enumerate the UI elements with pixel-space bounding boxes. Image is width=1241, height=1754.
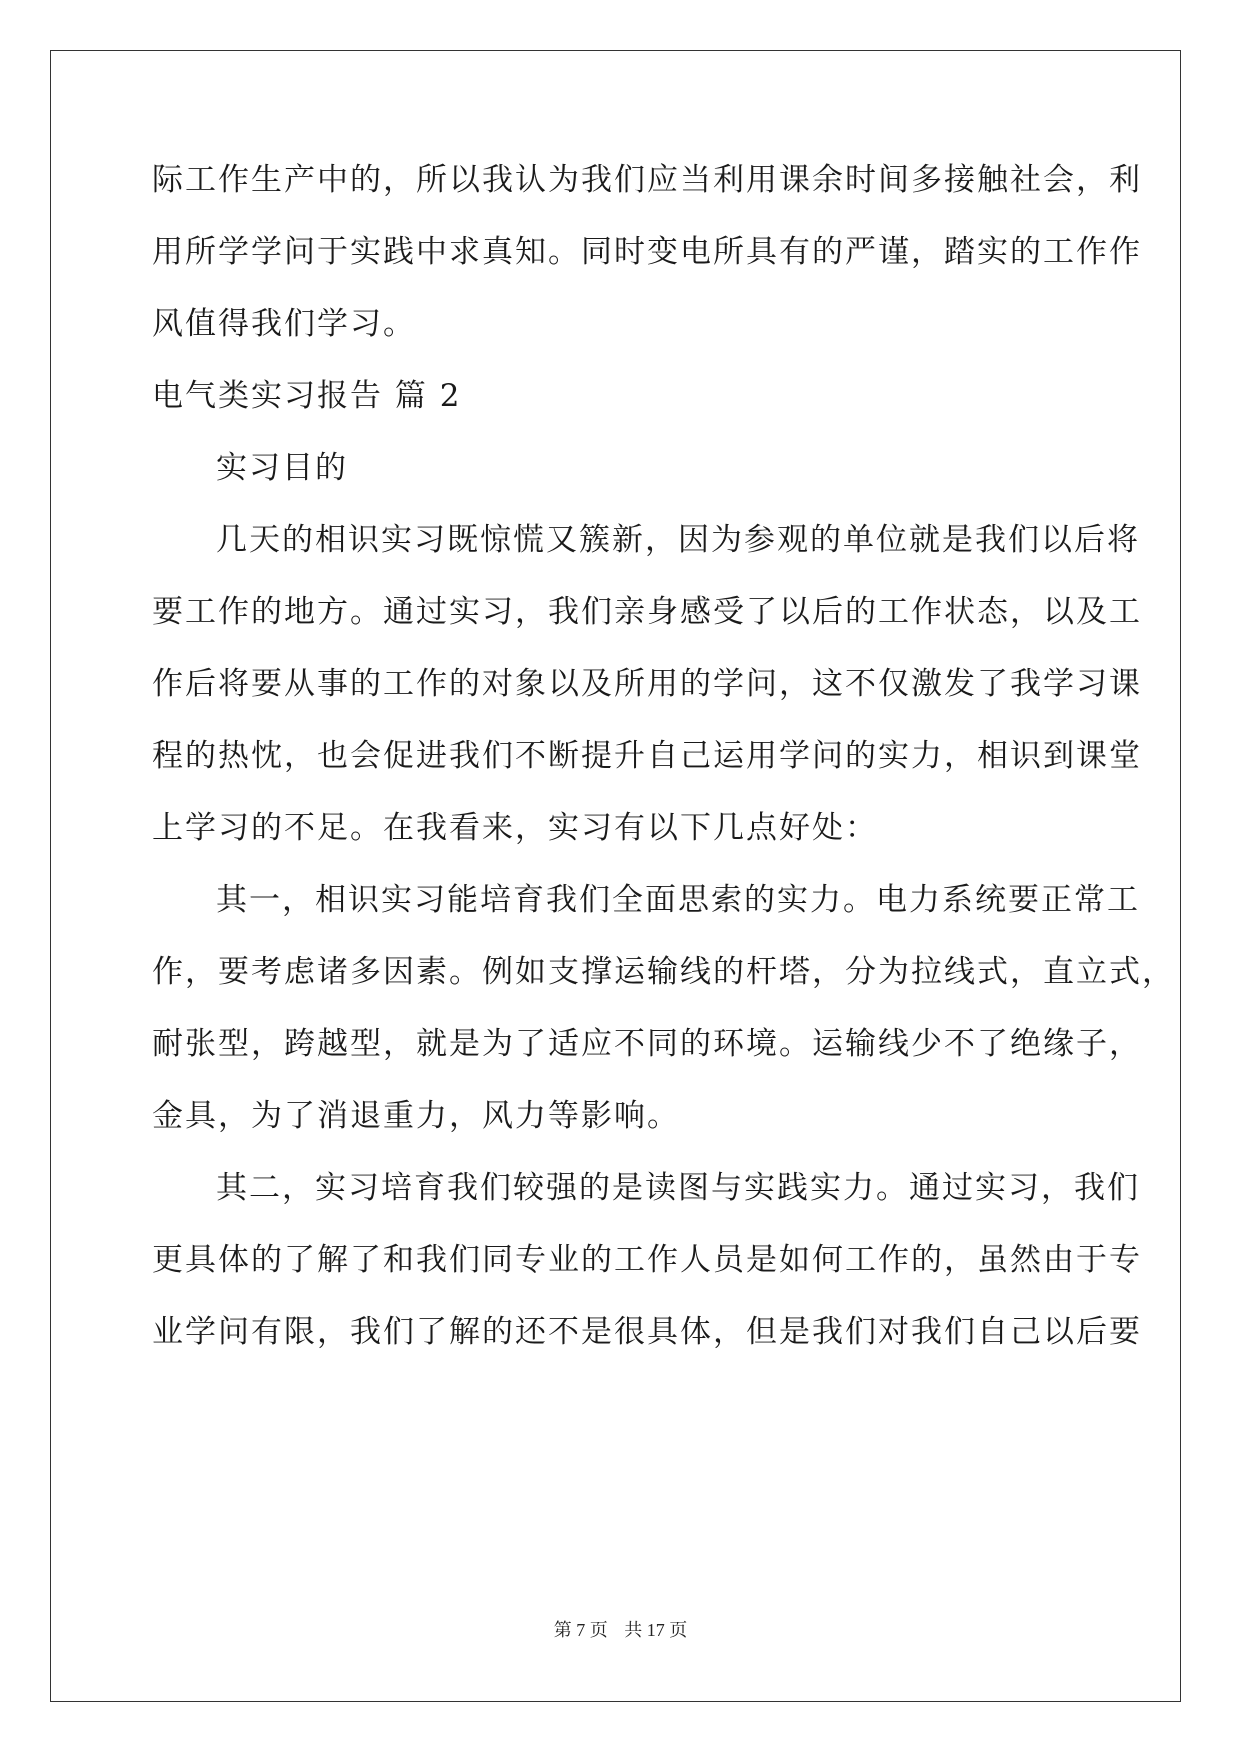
total-pages: 共 17 页 (624, 1620, 688, 1640)
body-line: 其一，相识实习能培育我们全面思索的实力。电力系统要正常工 (216, 882, 1140, 918)
body-line: 程的热忱，也会促进我们不断提升自己运用学问的实力，相识到课堂 (152, 738, 1142, 774)
body-line: 作，要考虑诸多因素。例如支撑运输线的杆塔，分为拉线式，直立式， (152, 954, 1175, 990)
page-footer (0, 1616, 1241, 1642)
body-line: 几天的相识实习既惊慌又簇新，因为参观的单位就是我们以后将 (216, 522, 1140, 558)
body-line: 更具体的了解了和我们同专业的工作人员是如何工作的，虽然由于专 (152, 1242, 1142, 1278)
body-line: 上学习的不足。在我看来，实习有以下几点好处： (152, 810, 878, 846)
page-border (50, 50, 1181, 1702)
body-line: 业学问有限，我们了解的还不是很具体，但是我们对我们自己以后要 (152, 1314, 1142, 1350)
section-heading: 电气类实习报告 篇 2 (152, 378, 462, 414)
body-line: 作后将要从事的工作的对象以及所用的学问，这不仅激发了我学习课 (152, 666, 1142, 702)
body-line: 用所学学问于实践中求真知。同时变电所具有的严谨，踏实的工作作 (152, 234, 1142, 270)
body-line: 风值得我们学习。 (152, 306, 416, 342)
body-line: 其二，实习培育我们较强的是读图与实践实力。通过实习，我们 (216, 1170, 1140, 1206)
body-line: 要工作的地方。通过实习，我们亲身感受了以后的工作状态，以及工 (152, 594, 1142, 630)
body-line: 耐张型，跨越型，就是为了适应不同的环境。运输线少不了绝缘子， (152, 1026, 1142, 1062)
page-number: 第 7 页 (553, 1620, 608, 1640)
subsection-heading: 实习目的 (216, 450, 348, 486)
body-line: 金具，为了消退重力，风力等影响。 (152, 1098, 680, 1134)
body-line: 际工作生产中的，所以我认为我们应当利用课余时间多接触社会，利 (152, 162, 1142, 198)
